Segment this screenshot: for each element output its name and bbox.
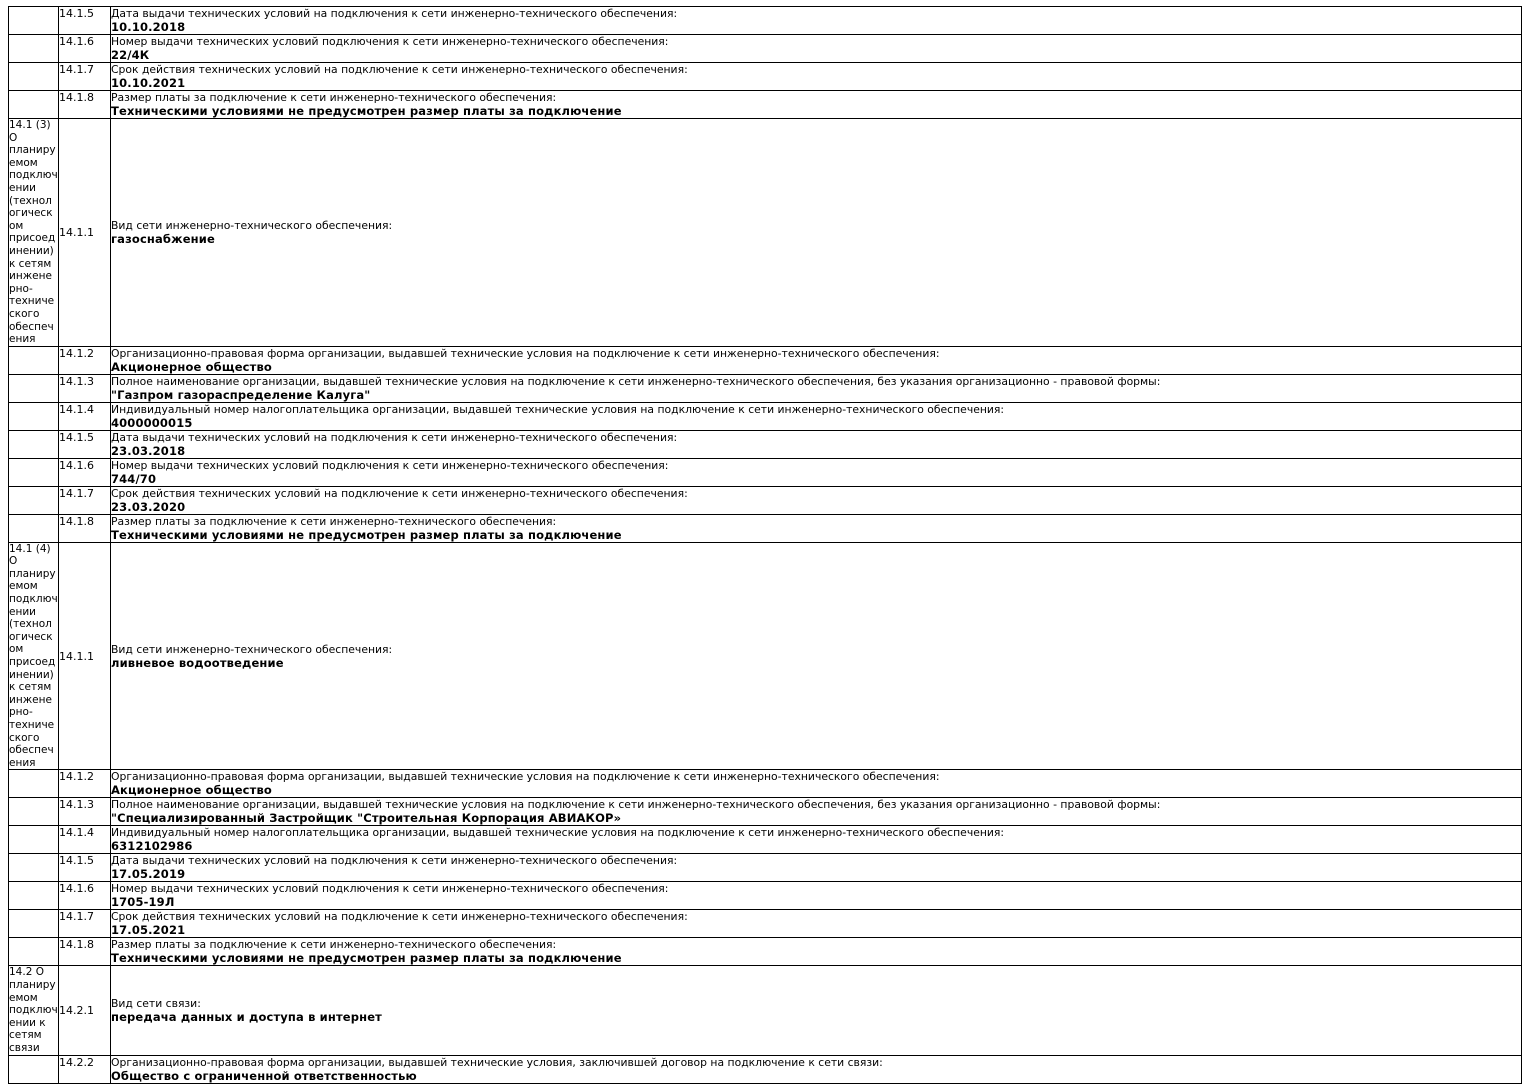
row-code-cell: 14.1.1 — [59, 119, 111, 347]
row-content-cell — [111, 119, 1522, 347]
field-label: Полное наименование организации, выдавшей технические условия на подключение к сети инженерно-технического обеспечения, без указания организационно - правовой формы: — [111, 798, 1161, 812]
table-row — [9, 966, 1522, 1055]
row-content-cell — [111, 402, 1522, 430]
row-content — [111, 826, 1521, 853]
group-label-cell — [9, 91, 59, 119]
field-label: Дата выдачи технических условий на подключения к сети инженерно-технического обеспечения: — [111, 854, 678, 868]
field-label: Срок действия технических условий на подключение к сети инженерно-технического обеспечения: — [111, 63, 688, 76]
field-label: Дата выдачи технических условий на подключения к сети инженерно-технического обеспечения: — [111, 7, 678, 20]
row-content-cell — [111, 514, 1522, 542]
row-code-cell: 14.1.7 — [59, 910, 111, 938]
group-label-cell — [9, 402, 59, 430]
field-label: Номер выдачи технических условий подключения к сети инженерно-технического обеспечения: — [111, 882, 669, 896]
field-value: передача данных и доступа в интернет — [111, 1009, 382, 1024]
group-label-cell — [9, 938, 59, 966]
field-value: газоснабжение — [111, 231, 215, 246]
field-label: Номер выдачи технических условий подключения к сети инженерно-технического обеспечения: — [111, 35, 669, 48]
row-content — [111, 91, 1521, 118]
row-content-cell — [111, 770, 1522, 798]
group-label-cell — [9, 966, 59, 1055]
row-code-cell: 14.1.8 — [59, 514, 111, 542]
field-value: 23.03.2018 — [111, 443, 186, 458]
group-label-cell — [9, 770, 59, 798]
row-content — [111, 515, 1521, 542]
field-label: Организационно-правовая форма организации, выдавшей технические условия на подключение к сети инженерно-технического обеспечения: — [111, 346, 940, 360]
table-row — [9, 63, 1522, 91]
row-code-cell: 14.1.5 — [59, 430, 111, 458]
group-label-cell — [9, 854, 59, 882]
field-value: Техническими условиями не предусмотрен размер платы за подключение — [111, 951, 622, 966]
table-row — [9, 798, 1522, 826]
row-content-cell — [111, 826, 1522, 854]
table-row — [9, 486, 1522, 514]
field-label: Индивидуальный номер налогоплательщика организации, выдавшей технические условия на подключение к сети инженерно-технического обеспечения: — [111, 402, 1005, 416]
row-content — [111, 63, 1521, 90]
row-content — [111, 997, 1521, 1024]
row-content-cell — [111, 63, 1522, 91]
table-row — [9, 430, 1522, 458]
group-label: 14.1 (3) О планируемом подключении (технологическом присоединении) к сетям инженерно-технического обеспечения — [9, 119, 58, 346]
field-value: 22/4К — [111, 48, 150, 62]
field-label: Срок действия технических условий на подключение к сети инженерно-технического обеспечения: — [111, 910, 688, 924]
field-value: 17.05.2019 — [111, 867, 186, 882]
row-code-cell: 14.1.2 — [59, 346, 111, 374]
row-code-cell: 14.2.2 — [59, 1055, 111, 1083]
row-code-cell: 14.1.3 — [59, 374, 111, 402]
row-code-cell: 14.1.2 — [59, 770, 111, 798]
table-row — [9, 119, 1522, 347]
group-label: 14.2 О планируемом подключении к сетям связи — [9, 966, 58, 1054]
row-code-cell: 14.1.7 — [59, 486, 111, 514]
table-row — [9, 882, 1522, 910]
field-value: Акционерное общество — [111, 783, 272, 798]
field-label: Размер платы за подключение к сети инженерно-технического обеспечения: — [111, 514, 557, 528]
group-label-cell — [9, 798, 59, 826]
row-content — [111, 882, 1521, 909]
group-label-cell — [9, 63, 59, 91]
table-row — [9, 514, 1522, 542]
table-row — [9, 7, 1522, 35]
field-label: Индивидуальный номер налогоплательщика организации, выдавшей технические условия на подключение к сети инженерно-технического обеспечения: — [111, 826, 1005, 840]
row-code-cell: 14.1.8 — [59, 91, 111, 119]
row-content-cell — [111, 882, 1522, 910]
field-value: 23.03.2020 — [111, 499, 186, 514]
table-row — [9, 346, 1522, 374]
group-label-cell — [9, 514, 59, 542]
row-content — [111, 7, 1521, 34]
field-value: 10.10.2021 — [111, 76, 186, 90]
row-content — [111, 347, 1521, 374]
field-value: 744/70 — [111, 471, 157, 486]
field-value: 10.10.2018 — [111, 20, 186, 34]
field-value: 6312102986 — [111, 839, 193, 854]
row-content-cell — [111, 35, 1522, 63]
table-body — [9, 7, 1522, 1084]
group-label-cell — [9, 542, 59, 770]
field-value: Акционерное общество — [111, 359, 272, 374]
row-code-cell: 14.1.7 — [59, 63, 111, 91]
group-label-cell — [9, 826, 59, 854]
row-content-cell — [111, 486, 1522, 514]
field-label: Размер платы за подключение к сети инженерно-технического обеспечения: — [111, 938, 557, 952]
field-value: ливневое водоотведение — [111, 655, 284, 670]
group-label-cell — [9, 35, 59, 63]
group-label: 14.1 (4) О планируемом подключении (технологическом присоединении) к сетям инженерно-технического обеспечения — [9, 542, 58, 769]
row-content — [111, 487, 1521, 514]
row-content — [111, 798, 1521, 825]
row-code-cell: 14.1.3 — [59, 798, 111, 826]
row-content-cell — [111, 854, 1522, 882]
row-code-cell: 14.1.5 — [59, 854, 111, 882]
group-label-cell — [9, 486, 59, 514]
row-code-cell: 14.1.1 — [59, 542, 111, 770]
field-label: Срок действия технических условий на подключение к сети инженерно-технического обеспечения: — [111, 486, 688, 500]
table-row — [9, 374, 1522, 402]
field-value: 1705-19Л — [111, 895, 175, 910]
table-row — [9, 770, 1522, 798]
row-content — [111, 459, 1521, 486]
group-label-cell — [9, 7, 59, 35]
field-value: Общество с ограниченной ответственностью — [111, 1068, 417, 1083]
row-content — [111, 1056, 1521, 1083]
row-content-cell — [111, 542, 1522, 770]
row-code-cell: 14.1.4 — [59, 402, 111, 430]
row-content — [111, 854, 1521, 881]
row-content — [111, 910, 1521, 937]
row-content — [111, 431, 1521, 458]
row-content-cell — [111, 910, 1522, 938]
group-label-cell — [9, 882, 59, 910]
table-row — [9, 938, 1522, 966]
table-row — [9, 910, 1522, 938]
group-label-cell — [9, 458, 59, 486]
row-content — [111, 770, 1521, 797]
group-label-cell — [9, 119, 59, 347]
table-row — [9, 35, 1522, 63]
field-label: Размер платы за подключение к сети инженерно-технического обеспечения: — [111, 91, 557, 104]
row-content-cell — [111, 430, 1522, 458]
row-content-cell — [111, 1055, 1522, 1083]
field-label: Дата выдачи технических условий на подключения к сети инженерно-технического обеспечения: — [111, 430, 678, 444]
table-row — [9, 542, 1522, 770]
table-row — [9, 91, 1522, 119]
row-code-cell: 14.1.6 — [59, 882, 111, 910]
row-content-cell — [111, 458, 1522, 486]
field-value: "Газпром газораспределение Калуга" — [111, 387, 371, 402]
row-content-cell — [111, 91, 1522, 119]
field-value: 17.05.2021 — [111, 923, 186, 938]
row-content-cell — [111, 346, 1522, 374]
row-code-cell: 14.1.8 — [59, 938, 111, 966]
group-label-cell — [9, 374, 59, 402]
row-content-cell — [111, 7, 1522, 35]
field-label: Вид сети связи: — [111, 996, 201, 1010]
row-content — [111, 938, 1521, 965]
row-content — [111, 375, 1521, 402]
table-row — [9, 458, 1522, 486]
field-value: Техническими условиями не предусмотрен размер платы за подключение — [111, 527, 622, 542]
field-label: Организационно-правовая форма организации, выдавшей технические условия на подключение к сети инженерно-технического обеспечения: — [111, 770, 940, 784]
row-content — [111, 35, 1521, 62]
row-code-cell: 14.1.5 — [59, 7, 111, 35]
row-code-cell: 14.1.6 — [59, 35, 111, 63]
field-label: Вид сети инженерно-технического обеспечения: — [111, 642, 393, 656]
row-content-cell — [111, 374, 1522, 402]
field-label: Полное наименование организации, выдавшей технические условия на подключение к сети инженерно-технического обеспечения, без указания организационно - правовой формы: — [111, 374, 1161, 388]
row-code-cell: 14.2.1 — [59, 966, 111, 1055]
field-value: "Специализированный Застройщик "Строительная Корпорация АВИАКОР» — [111, 811, 622, 826]
group-label-cell — [9, 346, 59, 374]
declaration-table — [8, 6, 1522, 1084]
table-row — [9, 854, 1522, 882]
table-row — [9, 826, 1522, 854]
row-content — [111, 643, 1521, 670]
row-content-cell — [111, 938, 1522, 966]
row-content — [111, 219, 1521, 246]
row-content-cell — [111, 798, 1522, 826]
field-label: Номер выдачи технических условий подключения к сети инженерно-технического обеспечения: — [111, 458, 669, 472]
field-value: Техническими условиями не предусмотрен размер платы за подключение — [111, 104, 622, 118]
group-label-cell — [9, 430, 59, 458]
row-content-cell — [111, 966, 1522, 1055]
field-label: Организационно-правовая форма организации, выдавшей технические условия, заключившей договор на подключение к сети связи: — [111, 1055, 883, 1069]
table-row — [9, 402, 1522, 430]
row-content — [111, 403, 1521, 430]
row-code-cell: 14.1.4 — [59, 826, 111, 854]
field-label: Вид сети инженерно-технического обеспечения: — [111, 218, 393, 232]
group-label-cell — [9, 910, 59, 938]
field-value: 4000000015 — [111, 415, 193, 430]
row-code-cell: 14.1.6 — [59, 458, 111, 486]
group-label-cell — [9, 1055, 59, 1083]
table-row — [9, 1055, 1522, 1083]
